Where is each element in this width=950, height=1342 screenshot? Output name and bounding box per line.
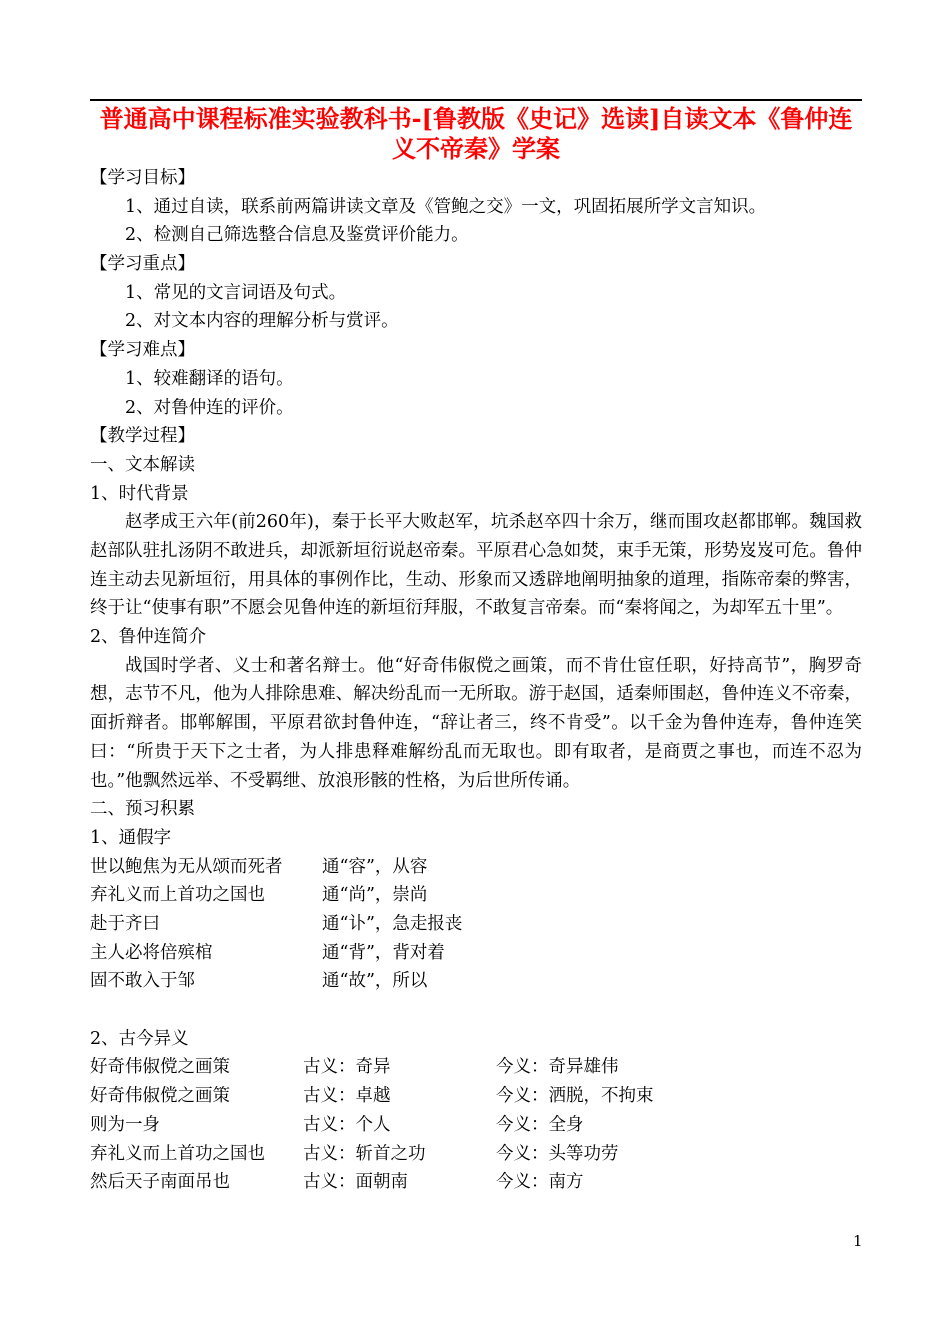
tongjia-note: 通“尚”，崇尚: [322, 885, 428, 906]
objective-item: 1、通过自读，联系前两篇讲读文章及《管鲍之交》一文，巩固拓展所学文言知识。: [125, 196, 767, 217]
gujin-modern: 今义：洒脱，不拘束: [496, 1086, 654, 1107]
tongjia-note: 通“故”，所以: [322, 971, 428, 992]
process-heading: 【教学过程】: [90, 426, 195, 447]
key-point-item: 1、常见的文言词语及句式。: [125, 282, 347, 303]
gujin-modern: 今义：奇异雄伟: [496, 1057, 619, 1078]
document-body: [90, 164, 862, 1197]
gujin-ancient: 古义：个人: [303, 1114, 391, 1135]
gujin-ancient: 古义：面朝南: [303, 1172, 408, 1193]
difficulties-heading: 【学习难点】: [90, 340, 195, 361]
gujin-sentence: 好奇伟俶傥之画策: [90, 1086, 230, 1107]
tongjia-sentence: 主人必将倍殡棺: [90, 942, 213, 963]
gujin-sentence: 然后天子南面吊也: [90, 1172, 230, 1193]
tongjia-row: [90, 853, 862, 882]
intro-paragraph: 战国时学者、义士和著名辩士。他“好奇伟俶傥之画策，而不肯仕宦任职，好持高节”，胸罗奇想，志节不凡，他为人排除患难、解决纷乱而一无所取。游于赵国，适秦师围赵，鲁仲连义不帝秦，面折辩者。邯郸解围，平原君欲封鲁仲连，“辞让者三，终不肯受”。以千金为鲁仲连寿，鲁仲连笑曰：“所贵于天下之士者，为人排患释难解纷乱而无取也。即有取者，是商贾之事也，而连不忍为也。”他飘然远举、不受羁绁、放浪形骸的性格，为后世所传诵。: [90, 655, 862, 791]
key-points-heading: 【学习重点】: [90, 254, 195, 275]
gujin-modern: 今义：头等功劳: [496, 1143, 619, 1164]
gujin-sentence: 好奇伟俶傥之画策: [90, 1057, 230, 1078]
tongjia-note: 通“容”，从容: [322, 856, 428, 877]
header-rule: [90, 99, 862, 101]
document-title: 普通高中课程标准实验教科书-[鲁教版《史记》选读]自读文本《鲁仲连义不帝秦》学案: [99, 104, 853, 163]
gujin-ancient: 古义：斩首之功: [303, 1143, 426, 1164]
subsection-heading: 1、通假字: [90, 827, 172, 848]
difficulty-item: 2、对鲁仲连的评价。: [125, 397, 294, 418]
gujin-row: [90, 1168, 862, 1197]
tongjia-sentence: 固不敢入于邹: [90, 971, 195, 992]
gujin-ancient: 古义：奇异: [303, 1057, 391, 1078]
difficulty-item: 1、较难翻译的语句。: [125, 368, 294, 389]
spacer: [90, 996, 862, 1025]
page-number: 1: [853, 1232, 863, 1250]
subsection-heading: 2、古今异义: [90, 1028, 189, 1049]
gujin-sentence: 弃礼义而上首功之国也: [90, 1143, 265, 1164]
tongjia-row: [90, 910, 862, 939]
objectives-heading: 【学习目标】: [90, 168, 195, 188]
gujin-modern: 今义：全身: [496, 1114, 584, 1135]
gujin-row: [90, 1053, 862, 1082]
objective-item: 2、检测自己筛选整合信息及鉴赏评价能力。: [125, 225, 469, 246]
section-heading: 二、预习积累: [90, 799, 195, 820]
tongjia-row: [90, 939, 862, 968]
gujin-row: [90, 1140, 862, 1169]
gujin-row: [90, 1082, 862, 1111]
section-heading: 一、文本解读: [90, 454, 195, 475]
tongjia-row: [90, 967, 862, 996]
tongjia-sentence: 赴于齐曰: [90, 914, 160, 935]
background-paragraph: 赵孝成王六年(前260年)，秦于长平大败赵军，坑杀赵卒四十余万，继而围攻赵都邯郸。魏国救赵部队驻扎汤阴不敢进兵，却派新垣衍说赵帝秦。平原君心急如焚，束手无策，形势岌岌可危。鲁仲连主动去见新垣衍，用具体的事例作比，生动、形象而又透辟地阐明抽象的道理，指陈帝秦的弊害，终于让“使事有职”不愿会见鲁仲连的新垣衍拜服，不敢复言帝秦。而“秦将闻之，为却军五十里”。: [90, 512, 862, 619]
gujin-ancient: 古义：卓越: [303, 1086, 391, 1107]
tongjia-row: [90, 881, 862, 910]
tongjia-sentence: 世以鲍焦为无从颂而死者: [90, 856, 283, 877]
gujin-modern: 今义：南方: [496, 1172, 584, 1193]
tongjia-note: 通“讣”，急走报丧: [322, 914, 463, 935]
tongjia-note: 通“背”，背对着: [322, 942, 445, 963]
subsection-heading: 2、鲁仲连简介: [90, 627, 207, 648]
tongjia-sentence: 弃礼义而上首功之国也: [90, 885, 265, 906]
gujin-row: [90, 1111, 862, 1140]
gujin-sentence: 则为一身: [90, 1114, 160, 1135]
subsection-heading: 1、时代背景: [90, 483, 189, 504]
key-point-item: 2、对文本内容的理解分析与赏评。: [125, 311, 399, 332]
